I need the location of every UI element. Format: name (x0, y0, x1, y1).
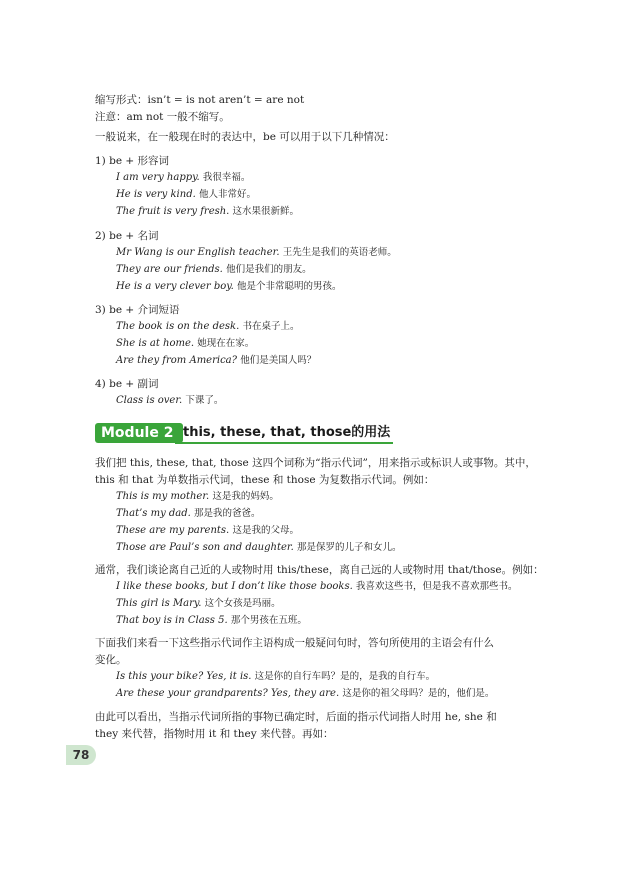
example-line (116, 507, 261, 521)
example-zh: 这水果很新鲜。 (232, 206, 300, 217)
section-heading: 3) be + 介词短语 (95, 304, 180, 316)
example-line (116, 246, 397, 260)
paragraph-line: 由此可以看出，当指示代词所指的事物已确定时，后面的指示代词指人时用 he, she 和 (95, 711, 497, 723)
example-line (116, 687, 494, 701)
example-zh: 那个男孩在五班。 (230, 615, 307, 626)
note-line: 注意：am not 一般不缩写。 (95, 111, 230, 123)
section-heading: 4) be + 副词 (95, 378, 159, 390)
page-number: 78 (66, 745, 96, 765)
example-en: They are our friends. (116, 264, 223, 275)
example-en: He is very kind. (116, 189, 196, 200)
example-zh: 王先生是我们的英语老师。 (282, 247, 397, 258)
example-line (116, 580, 517, 594)
example-zh: 这是你的祖父母吗？是的，他们是。 (342, 688, 495, 699)
example-zh: 这是我的父母。 (232, 525, 299, 536)
example-zh: 他们是美国人吗？ (240, 355, 317, 366)
paragraph-line: this 和 that 为单数指示代词，these 和 those 为复数指示代词。例如： (95, 474, 435, 486)
example-line (116, 490, 279, 504)
example-line (116, 670, 435, 684)
example-zh: 这是我的妈妈。 (212, 491, 279, 502)
example-line (116, 171, 250, 185)
example-en: Is this your bike? Yes, it is. (116, 671, 252, 682)
paragraph-line: 我们把 this, these, that, those 这四个词称为“指示代词”，用来指示或标识人或事物。其中， (95, 457, 536, 469)
example-en: These are my parents. (116, 525, 230, 536)
example-line (116, 337, 254, 351)
example-en: I am very happy. (116, 172, 200, 183)
example-zh: 她现在在家。 (197, 338, 255, 349)
example-line (116, 394, 223, 408)
example-zh: 我很幸福。 (202, 172, 251, 183)
example-line (116, 280, 342, 294)
example-line (116, 354, 316, 368)
paragraph-line: they 来代替，指物时用 it 和 they 来代替。再如： (95, 728, 334, 740)
example-zh: 他是个非常聪明的男孩。 (237, 281, 342, 292)
example-en: The fruit is very fresh. (116, 206, 230, 217)
example-en: The book is on the desk. (116, 321, 240, 332)
summary-line: 一般说来，在一般现在时的表达中，be 可以用于以下几种情况： (95, 131, 395, 143)
example-en: Are they from America? (116, 355, 237, 366)
example-en: That boy is in Class 5. (116, 615, 228, 626)
example-en: She is at home. (116, 338, 195, 349)
example-zh: 书在桌子上。 (242, 321, 300, 332)
example-zh: 他人非常好。 (198, 189, 256, 200)
example-en: This is my mother. (116, 491, 210, 502)
example-line (116, 205, 299, 219)
paragraph-line: 变化。 (95, 654, 127, 666)
example-zh: 那是保罗的儿子和女儿。 (296, 542, 402, 553)
example-en: Class is over. (116, 395, 183, 406)
example-zh: 他们是我们的朋友。 (226, 264, 312, 275)
example-line (116, 320, 299, 334)
example-en: He is a very clever boy. (116, 281, 234, 292)
example-zh: 这是你的自行车吗？是的，是我的自行车。 (254, 671, 436, 682)
example-line (116, 263, 312, 277)
example-en: Mr Wang is our English teacher. (116, 247, 280, 258)
example-line (116, 614, 307, 628)
module-header (95, 421, 395, 445)
example-en: This girl is Mary. (116, 598, 202, 609)
example-line (116, 188, 256, 202)
example-line (116, 597, 281, 611)
example-zh: 那是我的爸爸。 (194, 508, 261, 519)
example-zh: 我喜欢这些书，但是我不喜欢那些书。 (355, 581, 518, 592)
contraction-line: 缩写形式：isn’t = is not aren’t = are not (95, 94, 305, 106)
section-heading: 2) be + 名词 (95, 230, 159, 242)
example-en: That’s my dad. (116, 508, 191, 519)
example-en: Are these your grandparents? Yes, they are. (116, 688, 340, 699)
example-en: Those are Paul’s son and daughter. (116, 542, 294, 553)
example-zh: 下课了。 (185, 395, 224, 406)
module-underline (175, 442, 393, 444)
section-heading: 1) be + 形容词 (95, 155, 170, 167)
example-line (116, 524, 299, 538)
module-title: this, these, that, those的用法 (183, 425, 391, 440)
module-badge: Module 2 (95, 423, 183, 443)
paragraph-line: 通常，我们谈论离自己近的人或物时用 this/these，离自己远的人或物时用 that/those。例如： (95, 564, 544, 576)
example-line (116, 541, 401, 555)
example-en: I like these books, but I don’t like those books. (116, 581, 353, 592)
example-zh: 这个女孩是玛丽。 (204, 598, 281, 609)
paragraph-line: 下面我们来看一下这些指示代词作主语构成一般疑问句时，答句所使用的主语会有什么 (95, 637, 494, 649)
